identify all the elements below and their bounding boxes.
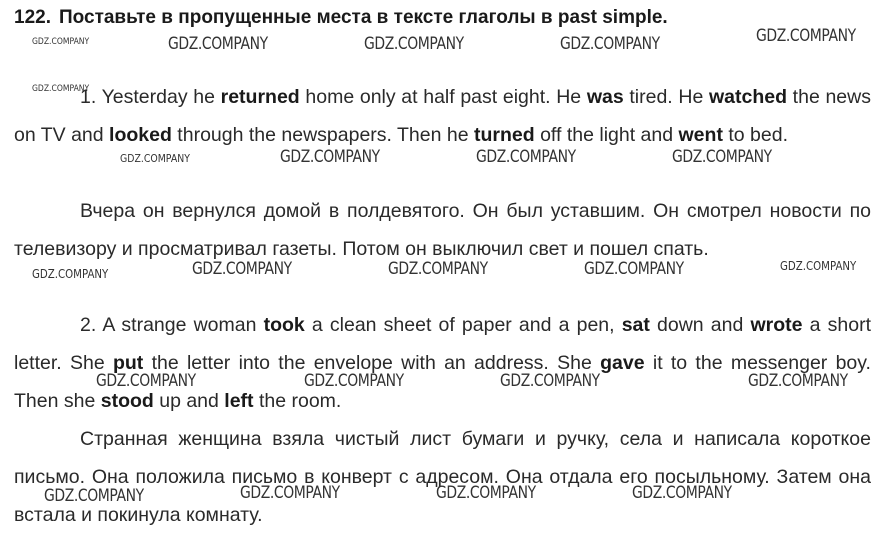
watermark: GDZ.COMPANY [584, 259, 684, 279]
text-segment: Странная женщина взяла чистый лист бумаги и ручку, села и написала короткое письмо. Она положила письмо в конверт с адресом. Она отдала его посыльному. Затем она встала и покинула комнату. [14, 428, 871, 526]
text-segment: it to the messenger boy. Then she [14, 352, 871, 412]
answer-verb: gave [600, 352, 645, 374]
watermark: GDZ.COMPANY [168, 34, 268, 54]
answer-verb: stood [100, 390, 154, 412]
watermark: GDZ.COMPANY [632, 483, 732, 503]
exercise-instruction: Поставьте в пропущенные места в тексте глаголы в past simple. [58, 7, 668, 28]
answer-verb: was [586, 86, 624, 108]
watermark: GDZ.COMPANY [120, 152, 190, 165]
paragraph-1-russian [14, 192, 871, 268]
answer-verb: put [112, 352, 144, 374]
text-segment: a clean sheet of paper and a pen, [304, 314, 622, 336]
watermark: GDZ.COMPANY [748, 371, 848, 391]
watermark: GDZ.COMPANY [240, 483, 340, 503]
watermark: GDZ.COMPANY [32, 84, 90, 94]
paragraph-1-english [14, 78, 871, 154]
watermark: GDZ.COMPANY [304, 371, 404, 391]
watermark: GDZ.COMPANY [780, 259, 857, 273]
text-segment: through the newspapers. Then he [171, 124, 474, 146]
watermark: GDZ.COMPANY [364, 34, 464, 54]
watermark: GDZ.COMPANY [32, 267, 109, 281]
text-segment: the room. [253, 390, 342, 412]
watermark: GDZ.COMPANY [436, 483, 536, 503]
watermark: GDZ.COMPANY [32, 37, 90, 47]
answer-verb: wrote [750, 314, 803, 336]
watermark: GDZ.COMPANY [672, 147, 772, 167]
exercise-heading [14, 7, 874, 29]
watermark: GDZ.COMPANY [280, 147, 380, 167]
text-segment: the letter into the envelope with an address. She [143, 352, 601, 374]
answer-verb: looked [109, 124, 172, 146]
answer-verb: sat [621, 314, 650, 336]
text-segment: down and [649, 314, 751, 336]
text-segment: off the light and [534, 124, 679, 146]
watermark: GDZ.COMPANY [96, 371, 196, 391]
answer-verb: watched [708, 86, 788, 108]
watermark: GDZ.COMPANY [500, 371, 600, 391]
text-segment: to bed. [722, 124, 788, 146]
text-segment: up and [153, 390, 225, 412]
text-segment: Вчера он вернулся домой в полдевятого. Он был уставшим. Он смотрел новости по телевизору и просматривал газеты. Потом он выключил свет и пошел спать. [14, 200, 871, 260]
text-segment: the news on TV and [14, 86, 871, 146]
text-segment: 1. Yesterday he [80, 86, 221, 108]
answer-verb: left [224, 390, 254, 412]
watermark: GDZ.COMPANY [192, 259, 292, 279]
watermark: GDZ.COMPANY [560, 34, 660, 54]
answer-verb: turned [474, 124, 535, 146]
paragraph-2-russian [14, 420, 871, 534]
text-segment: a short letter. She [14, 314, 871, 374]
text-segment: tired. He [623, 86, 709, 108]
text-segment: 2. A strange woman [80, 314, 264, 336]
text-segment: home only at half past eight. He [299, 86, 587, 108]
answer-verb: took [263, 314, 305, 336]
answer-verb: went [678, 124, 723, 146]
answer-verb: returned [220, 86, 300, 108]
watermark: GDZ.COMPANY [756, 26, 856, 46]
watermark: GDZ.COMPANY [44, 486, 144, 506]
watermark: GDZ.COMPANY [476, 147, 576, 167]
watermark: GDZ.COMPANY [388, 259, 488, 279]
paragraph-2-english [14, 306, 871, 420]
exercise-number: 122. [14, 7, 51, 28]
